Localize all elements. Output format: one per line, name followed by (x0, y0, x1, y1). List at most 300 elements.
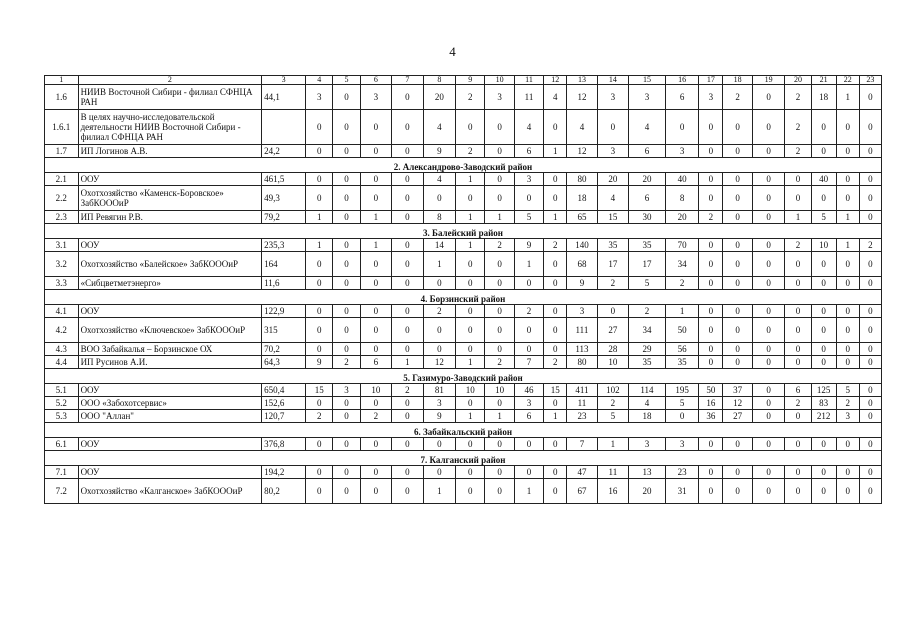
column-number-cell: 10 (485, 76, 514, 85)
value-cell: 0 (752, 239, 785, 252)
value-cell: 9 (567, 277, 597, 290)
value-cell: 0 (306, 110, 333, 145)
value-cell: 56 (665, 343, 699, 356)
value-cell: 0 (811, 305, 836, 318)
value-cell: 1 (836, 211, 859, 224)
row-number-cell: 5.3 (45, 410, 79, 423)
value-cell: 10 (360, 384, 391, 397)
value-cell: 0 (811, 466, 836, 479)
value-cell: 0 (360, 305, 391, 318)
value-cell: 20 (629, 173, 666, 186)
value-cell: 0 (859, 479, 881, 504)
value-cell: 0 (544, 466, 567, 479)
value-cell: 0 (333, 318, 360, 343)
value-cell: 2 (629, 305, 666, 318)
value-cell: 3 (665, 145, 699, 158)
value-cell: 12 (567, 85, 597, 110)
value-cell: 4 (629, 397, 666, 410)
value-cell: 29 (629, 343, 666, 356)
value-cell: 0 (665, 110, 699, 145)
value-cell: 4 (544, 85, 567, 110)
value-cell: 0 (360, 110, 391, 145)
value-cell: 0 (752, 252, 785, 277)
value-cell: 2 (360, 410, 391, 423)
value-cell: 5 (665, 397, 699, 410)
value-cell: 0 (360, 173, 391, 186)
value-cell: 0 (752, 397, 785, 410)
value-cell: 0 (836, 466, 859, 479)
value-cell: 0 (333, 252, 360, 277)
column-number-cell: 5 (333, 76, 360, 85)
value-cell: 0 (752, 305, 785, 318)
value-cell: 3 (333, 384, 360, 397)
value-cell: 0 (456, 479, 485, 504)
value-cell: 0 (456, 438, 485, 451)
value-cell: 0 (723, 110, 752, 145)
column-number-cell: 16 (665, 76, 699, 85)
value-cell: 0 (392, 397, 423, 410)
value-cell: 0 (306, 252, 333, 277)
district-section-row (45, 158, 882, 173)
value-cell: 9 (423, 145, 456, 158)
user-name-cell: ООУ (78, 384, 262, 397)
value-cell: 111 (567, 318, 597, 343)
value-cell: 36 (699, 410, 723, 423)
value-cell: 0 (811, 318, 836, 343)
value-cell: 0 (859, 110, 881, 145)
value-cell: 0 (723, 438, 752, 451)
value-cell: 0 (485, 145, 514, 158)
value-cell: 5 (836, 384, 859, 397)
value-cell: 67 (567, 479, 597, 504)
value-cell: 1 (456, 173, 485, 186)
value-cell: 0 (723, 356, 752, 369)
value-cell: 0 (723, 479, 752, 504)
user-name-cell: ИП Ревягин Р.В. (78, 211, 262, 224)
value-cell: 23 (567, 410, 597, 423)
value-cell: 0 (811, 110, 836, 145)
value-cell: 195 (665, 384, 699, 397)
value-cell: 0 (306, 305, 333, 318)
value-cell: 0 (514, 466, 543, 479)
value-cell: 28 (597, 343, 628, 356)
value-cell: 0 (360, 466, 391, 479)
table-row (45, 277, 882, 290)
value-cell: 102 (597, 384, 628, 397)
table-body (45, 76, 882, 504)
user-name-cell: ИП Русинов А.И. (78, 356, 262, 369)
value-cell: 0 (752, 343, 785, 356)
value-cell: 1 (485, 211, 514, 224)
value-cell: 0 (785, 479, 811, 504)
user-name-cell: ООО «Забохотсервис» (78, 397, 262, 410)
value-cell: 0 (723, 305, 752, 318)
value-cell: 0 (752, 85, 785, 110)
value-cell: 0 (836, 252, 859, 277)
value-cell: 0 (859, 186, 881, 211)
value-cell: 0 (456, 305, 485, 318)
value-cell: 8 (423, 211, 456, 224)
value-cell: 0 (723, 466, 752, 479)
row-number-cell: 3.2 (45, 252, 79, 277)
value-cell: 9 (423, 410, 456, 423)
value-cell: 0 (456, 252, 485, 277)
table-row (45, 438, 882, 451)
value-cell: 0 (723, 239, 752, 252)
area-cell: 49,3 (262, 186, 306, 211)
value-cell: 0 (811, 252, 836, 277)
user-name-cell: Охотхозяйство «Балейское» ЗабКОООиР (78, 252, 262, 277)
value-cell: 0 (306, 318, 333, 343)
value-cell: 4 (514, 110, 543, 145)
value-cell: 0 (360, 479, 391, 504)
value-cell: 0 (392, 110, 423, 145)
value-cell: 1 (360, 211, 391, 224)
table-row (45, 318, 882, 343)
value-cell: 3 (514, 397, 543, 410)
value-cell: 27 (597, 318, 628, 343)
value-cell: 0 (514, 186, 543, 211)
value-cell: 34 (629, 318, 666, 343)
row-number-cell: 4.1 (45, 305, 79, 318)
value-cell: 2 (785, 397, 811, 410)
value-cell: 0 (392, 438, 423, 451)
value-cell: 11 (597, 466, 628, 479)
row-number-cell: 5.2 (45, 397, 79, 410)
value-cell: 0 (423, 343, 456, 356)
value-cell: 3 (629, 85, 666, 110)
value-cell: 0 (836, 356, 859, 369)
row-number-cell: 2.2 (45, 186, 79, 211)
value-cell: 0 (811, 343, 836, 356)
value-cell: 65 (567, 211, 597, 224)
value-cell: 1 (785, 211, 811, 224)
value-cell: 0 (785, 277, 811, 290)
value-cell: 16 (699, 397, 723, 410)
value-cell: 0 (544, 318, 567, 343)
value-cell: 0 (699, 479, 723, 504)
value-cell: 0 (836, 318, 859, 343)
value-cell: 1 (597, 438, 628, 451)
value-cell: 14 (423, 239, 456, 252)
value-cell: 2 (785, 239, 811, 252)
value-cell: 0 (456, 277, 485, 290)
value-cell: 0 (723, 211, 752, 224)
table-row (45, 343, 882, 356)
column-number-cell: 20 (785, 76, 811, 85)
value-cell: 0 (811, 277, 836, 290)
value-cell: 0 (752, 277, 785, 290)
value-cell: 0 (544, 479, 567, 504)
row-number-cell: 1.6 (45, 85, 79, 110)
column-number-cell: 7 (392, 76, 423, 85)
row-number-cell: 4.3 (45, 343, 79, 356)
value-cell: 0 (333, 85, 360, 110)
column-number-cell: 9 (456, 76, 485, 85)
value-cell: 0 (785, 438, 811, 451)
value-cell: 0 (392, 466, 423, 479)
value-cell: 0 (544, 110, 567, 145)
value-cell: 2 (836, 397, 859, 410)
value-cell: 0 (723, 318, 752, 343)
value-cell: 7 (514, 356, 543, 369)
district-title: 5. Газимуро-Заводский район (45, 369, 882, 384)
value-cell: 2 (485, 239, 514, 252)
value-cell: 3 (306, 85, 333, 110)
value-cell: 212 (811, 410, 836, 423)
value-cell: 0 (392, 479, 423, 504)
value-cell: 0 (544, 397, 567, 410)
value-cell: 1 (306, 211, 333, 224)
value-cell: 0 (392, 277, 423, 290)
value-cell: 3 (514, 173, 543, 186)
user-name-cell: ООУ (78, 466, 262, 479)
value-cell: 0 (306, 397, 333, 410)
value-cell: 47 (567, 466, 597, 479)
value-cell: 0 (859, 466, 881, 479)
value-cell: 0 (485, 252, 514, 277)
value-cell: 10 (456, 384, 485, 397)
value-cell: 1 (423, 479, 456, 504)
value-cell: 2 (597, 277, 628, 290)
value-cell: 0 (699, 438, 723, 451)
value-cell: 0 (836, 479, 859, 504)
column-number-cell: 6 (360, 76, 391, 85)
value-cell: 4 (629, 110, 666, 145)
value-cell: 2 (785, 145, 811, 158)
value-cell: 0 (752, 186, 785, 211)
value-cell: 2 (723, 85, 752, 110)
value-cell: 0 (485, 305, 514, 318)
area-cell: 24,2 (262, 145, 306, 158)
row-number-cell: 4.2 (45, 318, 79, 343)
value-cell: 0 (859, 438, 881, 451)
value-cell: 0 (306, 438, 333, 451)
table-row (45, 211, 882, 224)
value-cell: 0 (423, 438, 456, 451)
value-cell: 11 (567, 397, 597, 410)
value-cell: 0 (392, 343, 423, 356)
value-cell: 0 (544, 277, 567, 290)
column-number-cell: 21 (811, 76, 836, 85)
value-cell: 0 (665, 410, 699, 423)
value-cell: 0 (485, 277, 514, 290)
value-cell: 0 (544, 173, 567, 186)
value-cell: 0 (699, 186, 723, 211)
value-cell: 35 (597, 239, 628, 252)
value-cell: 4 (423, 110, 456, 145)
value-cell: 0 (423, 277, 456, 290)
value-cell: 0 (752, 384, 785, 397)
column-number-row (45, 76, 882, 85)
column-number-cell: 8 (423, 76, 456, 85)
area-cell: 70,2 (262, 343, 306, 356)
district-section-row (45, 369, 882, 384)
value-cell: 2 (785, 85, 811, 110)
value-cell: 0 (485, 173, 514, 186)
value-cell: 0 (333, 466, 360, 479)
value-cell: 0 (333, 397, 360, 410)
value-cell: 0 (485, 479, 514, 504)
value-cell: 0 (859, 277, 881, 290)
value-cell: 5 (514, 211, 543, 224)
value-cell: 0 (859, 145, 881, 158)
value-cell: 0 (333, 110, 360, 145)
value-cell: 0 (306, 479, 333, 504)
value-cell: 0 (456, 343, 485, 356)
user-name-cell: Охотхозяйство «Ключевское» ЗабКОООиР (78, 318, 262, 343)
value-cell: 0 (423, 466, 456, 479)
value-cell: 1 (514, 479, 543, 504)
value-cell: 3 (665, 438, 699, 451)
value-cell: 0 (785, 252, 811, 277)
value-cell: 2 (392, 384, 423, 397)
column-number-cell: 4 (306, 76, 333, 85)
value-cell: 0 (392, 410, 423, 423)
value-cell: 1 (665, 305, 699, 318)
value-cell: 1 (485, 410, 514, 423)
value-cell: 0 (752, 110, 785, 145)
value-cell: 0 (392, 211, 423, 224)
value-cell: 2 (306, 410, 333, 423)
value-cell: 1 (456, 356, 485, 369)
value-cell: 0 (597, 110, 628, 145)
column-number-cell: 18 (723, 76, 752, 85)
value-cell: 5 (597, 410, 628, 423)
area-cell: 461,5 (262, 173, 306, 186)
value-cell: 411 (567, 384, 597, 397)
value-cell: 1 (544, 410, 567, 423)
row-number-cell: 5.1 (45, 384, 79, 397)
value-cell: 0 (699, 252, 723, 277)
value-cell: 0 (456, 186, 485, 211)
user-name-cell: ООУ (78, 173, 262, 186)
district-section-row (45, 423, 882, 438)
row-number-cell: 3.1 (45, 239, 79, 252)
value-cell: 0 (785, 466, 811, 479)
value-cell: 0 (333, 305, 360, 318)
value-cell: 0 (752, 410, 785, 423)
value-cell: 0 (423, 318, 456, 343)
value-cell: 2 (785, 110, 811, 145)
column-number-cell: 14 (597, 76, 628, 85)
value-cell: 0 (699, 277, 723, 290)
user-name-cell: ООУ (78, 239, 262, 252)
value-cell: 2 (544, 239, 567, 252)
value-cell: 5 (811, 211, 836, 224)
value-cell: 0 (723, 173, 752, 186)
value-cell: 114 (629, 384, 666, 397)
value-cell: 0 (544, 438, 567, 451)
value-cell: 0 (514, 277, 543, 290)
column-number-cell: 17 (699, 76, 723, 85)
value-cell: 0 (392, 305, 423, 318)
value-cell: 0 (485, 343, 514, 356)
value-cell: 0 (859, 397, 881, 410)
column-number-cell: 11 (514, 76, 543, 85)
value-cell: 0 (859, 343, 881, 356)
value-cell: 46 (514, 384, 543, 397)
value-cell: 0 (333, 173, 360, 186)
row-number-cell: 1.7 (45, 145, 79, 158)
area-cell (262, 110, 306, 145)
area-cell: 64,3 (262, 356, 306, 369)
value-cell: 0 (752, 466, 785, 479)
value-cell: 1 (544, 211, 567, 224)
value-cell: 3 (629, 438, 666, 451)
area-cell: 80,2 (262, 479, 306, 504)
value-cell: 0 (514, 438, 543, 451)
value-cell: 70 (665, 239, 699, 252)
area-cell: 376,8 (262, 438, 306, 451)
area-cell: 235,3 (262, 239, 306, 252)
value-cell: 20 (629, 479, 666, 504)
value-cell: 0 (785, 305, 811, 318)
value-cell: 15 (544, 384, 567, 397)
value-cell: 0 (544, 305, 567, 318)
value-cell: 0 (306, 277, 333, 290)
value-cell: 3 (485, 85, 514, 110)
table-row (45, 85, 882, 110)
table-row (45, 173, 882, 186)
value-cell: 27 (723, 410, 752, 423)
value-cell: 18 (811, 85, 836, 110)
column-number-cell: 22 (836, 76, 859, 85)
value-cell: 12 (423, 356, 456, 369)
district-section-row (45, 451, 882, 466)
value-cell: 3 (597, 85, 628, 110)
value-cell: 50 (699, 384, 723, 397)
value-cell: 0 (859, 252, 881, 277)
value-cell: 1 (544, 145, 567, 158)
value-cell: 113 (567, 343, 597, 356)
user-name-cell: ООУ (78, 305, 262, 318)
area-cell: 79,2 (262, 211, 306, 224)
value-cell: 0 (859, 85, 881, 110)
row-number-cell: 6.1 (45, 438, 79, 451)
value-cell: 0 (333, 211, 360, 224)
value-cell: 0 (699, 145, 723, 158)
column-number-cell: 2 (78, 76, 262, 85)
value-cell: 0 (811, 479, 836, 504)
value-cell: 0 (360, 438, 391, 451)
area-cell: 315 (262, 318, 306, 343)
column-number-cell: 3 (262, 76, 306, 85)
value-cell: 0 (723, 252, 752, 277)
value-cell: 0 (306, 145, 333, 158)
value-cell: 1 (456, 211, 485, 224)
value-cell: 0 (811, 186, 836, 211)
area-cell: 152,6 (262, 397, 306, 410)
value-cell: 0 (360, 343, 391, 356)
value-cell: 0 (836, 186, 859, 211)
value-cell: 30 (629, 211, 666, 224)
value-cell: 0 (333, 277, 360, 290)
column-number-cell: 12 (544, 76, 567, 85)
value-cell: 0 (699, 305, 723, 318)
value-cell: 0 (544, 343, 567, 356)
value-cell: 0 (811, 356, 836, 369)
value-cell: 0 (699, 356, 723, 369)
row-number-cell: 7.2 (45, 479, 79, 504)
table-row (45, 410, 882, 423)
value-cell: 0 (456, 318, 485, 343)
table-row (45, 466, 882, 479)
value-cell: 0 (752, 438, 785, 451)
value-cell: 3 (699, 85, 723, 110)
user-name-cell: НИИВ Восточной Сибири - филиал СФНЦА РАН (78, 85, 262, 110)
value-cell: 0 (785, 173, 811, 186)
